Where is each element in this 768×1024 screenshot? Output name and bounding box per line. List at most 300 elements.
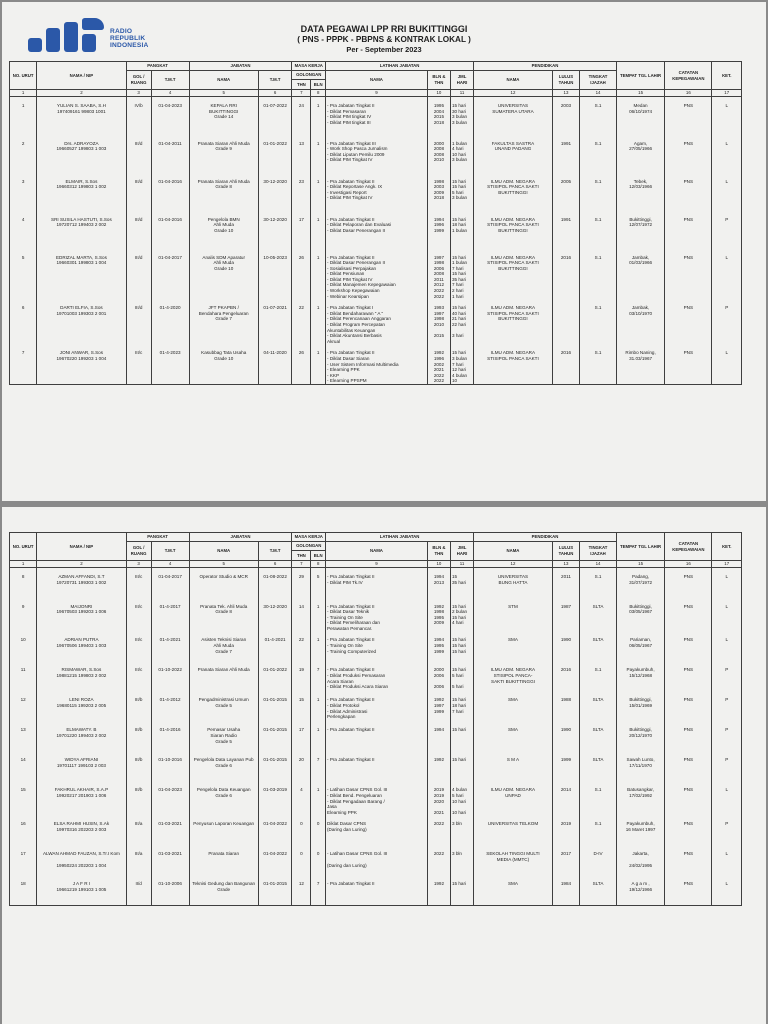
employee-latihan-line: - KKP bbox=[327, 372, 340, 378]
header-nama-nip: NAMA / NIP bbox=[37, 533, 126, 561]
employee-masa-thn: 0 bbox=[292, 845, 311, 875]
employee-jabatan-line: Ahli Muda bbox=[213, 643, 234, 649]
employee-pendidikan bbox=[474, 568, 553, 598]
employee-latihan-hari-line: 1 hari bbox=[451, 293, 464, 299]
employee-latihan-tahun-line: 1999 bbox=[433, 227, 445, 233]
employee-name-nip-line: 19701117 199103 2 003 bbox=[56, 763, 106, 769]
employee-latihan-tahun bbox=[427, 815, 450, 845]
employee-latihan bbox=[326, 135, 428, 173]
employee-latihan-hari bbox=[450, 598, 473, 632]
employee-tempat-tgl-lahir bbox=[616, 751, 664, 781]
employee-tempat-tgl-lahir-line: Batusangkar, bbox=[627, 787, 654, 793]
employee-tempat-tgl-lahir bbox=[616, 135, 664, 173]
employee-no: 9 bbox=[10, 598, 37, 632]
employee-name-nip bbox=[37, 781, 126, 815]
employee-jabatan-line: Grade 14 bbox=[214, 114, 234, 120]
employee-ket: P bbox=[712, 211, 742, 249]
employee-latihan-hari bbox=[450, 249, 473, 300]
employee-masa-bln: 0 bbox=[311, 845, 326, 875]
employee-latihan-tahun-line bbox=[429, 714, 449, 720]
employee-latihan-tahun-line: 1997 bbox=[433, 703, 445, 709]
employee-latihan-tahun-line: 2000 bbox=[433, 140, 445, 146]
employee-name-nip-line: 19701220 199403 2 002 bbox=[56, 733, 107, 739]
employee-no: 16 bbox=[10, 815, 37, 845]
employee-tmt-jabatan: 01-01-2022 bbox=[258, 661, 292, 691]
employee-latihan-hari-line: 35 hari bbox=[451, 276, 467, 282]
header-lulus-tahun: LULUS TAHUN bbox=[552, 542, 579, 561]
employee-tempat-tgl-lahir-line: 27/05/1966 bbox=[629, 146, 653, 152]
column-number: 16 bbox=[665, 561, 712, 568]
employee-latihan-hari bbox=[450, 173, 473, 211]
employee-latihan-tahun-line: 2009 bbox=[433, 189, 445, 195]
employee-latihan-line: - Diklat Reportase Angk. IX bbox=[327, 184, 383, 190]
header-nama-pendidikan: NAMA bbox=[474, 542, 553, 561]
employee-latihan-hari-line: 5 hari bbox=[451, 189, 464, 195]
employee-latihan-hari-line: 35 hari bbox=[451, 579, 467, 585]
header-nama-latihan: NAMA bbox=[326, 542, 428, 561]
employee-latihan-hari-line: 7 hari bbox=[451, 265, 464, 271]
column-number: 9 bbox=[326, 90, 428, 97]
employee-no: 10 bbox=[10, 631, 37, 661]
employee-name-nip bbox=[37, 211, 126, 249]
employee-name-nip bbox=[37, 598, 126, 632]
employee-tempat-tgl-lahir-line: Bukittinggi, bbox=[629, 216, 652, 222]
employee-pendidikan-line: ILMU ADM. NEGARA bbox=[490, 305, 536, 311]
employee-jabatan-line: Pengadministrasi Umum bbox=[198, 697, 249, 703]
employee-lulus-tahun: 2016 bbox=[552, 344, 579, 384]
employee-tmt-pangkat: 01-04-2023 bbox=[151, 97, 189, 135]
employee-lulus-tahun: 1988 bbox=[552, 691, 579, 721]
document-page-2 bbox=[2, 507, 766, 1024]
header-gol-ruang: GOL / RUANG bbox=[126, 71, 151, 90]
employee-pendidikan bbox=[474, 249, 553, 300]
employee-tempat-tgl-lahir bbox=[616, 815, 664, 845]
employee-masa-bln: 1 bbox=[311, 135, 326, 173]
employee-lulus-tahun: 2014 bbox=[552, 781, 579, 815]
column-number: 8 bbox=[311, 90, 326, 97]
employee-tempat-tgl-lahir-line: 03/05/1967 bbox=[629, 609, 653, 615]
employee-pendidikan bbox=[474, 211, 553, 249]
employee-tempat-tgl-lahir bbox=[616, 631, 664, 661]
column-number: 15 bbox=[616, 90, 664, 97]
employee-name-nip-line: SRI SUSILA HASTUTI, S.Sos bbox=[51, 216, 112, 222]
employee-latihan-tahun-line: 2002 bbox=[433, 361, 445, 367]
employee-catatan: PNS bbox=[665, 781, 712, 815]
employee-latihan-tahun bbox=[427, 598, 450, 632]
employee-name-nip-line: EDRIZAL MARTA, S.Sos bbox=[55, 254, 107, 260]
employee-latihan-line: - Training On Site bbox=[327, 614, 363, 620]
employee-latihan-hari bbox=[450, 97, 473, 135]
employee-latihan-tahun-line: 2021 bbox=[433, 367, 445, 373]
employee-jabatan-line: Pranata Siaran Ahli Muda bbox=[197, 178, 250, 184]
employee-tempat-tgl-lahir bbox=[616, 598, 664, 632]
header-latihan-jabatan: LATIHAN JABATAN bbox=[326, 533, 474, 542]
employee-latihan-tahun-line: 2006 bbox=[433, 265, 445, 271]
employee-latihan bbox=[326, 661, 428, 691]
employee-latihan bbox=[326, 691, 428, 721]
employee-latihan-hari-line: 15 hari bbox=[451, 667, 467, 673]
employee-name-nip-line: 19661219 199103 1 005 bbox=[56, 887, 107, 893]
employee-masa-thn: 19 bbox=[292, 661, 311, 691]
header-catatan: CATATAN KEPEGAWAIAN bbox=[665, 62, 712, 90]
employee-gol: III/d bbox=[126, 249, 151, 300]
employee-latihan-hari-line: 15 hari bbox=[451, 254, 467, 260]
employee-ijazah: S.1 bbox=[580, 781, 617, 815]
employee-latihan bbox=[326, 344, 428, 384]
employee-row bbox=[10, 691, 742, 721]
employee-latihan-tahun bbox=[427, 875, 450, 905]
employee-latihan-hari bbox=[450, 721, 473, 751]
header-latihan-jabatan: LATIHAN JABATAN bbox=[326, 62, 474, 71]
employee-ket: L bbox=[712, 781, 742, 815]
document-title bbox=[2, 24, 766, 56]
employee-latihan-line: - Sosialisasi Perpajakan bbox=[327, 265, 377, 271]
header-ket: KET. bbox=[712, 533, 742, 561]
employee-tmt-pangkat: 01-10-2006 bbox=[151, 875, 189, 905]
employee-tempat-tgl-lahir-line: A g a m , bbox=[631, 881, 650, 887]
employee-pendidikan bbox=[474, 691, 553, 721]
employee-tempat-tgl-lahir bbox=[616, 875, 664, 905]
employee-tmt-pangkat: 01-4-2016 bbox=[151, 721, 189, 751]
column-number: 17 bbox=[712, 90, 742, 97]
employee-table-page-2 bbox=[9, 532, 742, 906]
employee-jabatan-line: Siaran Radio bbox=[210, 733, 237, 739]
employee-no: 17 bbox=[10, 845, 37, 875]
employee-catatan: PNS bbox=[665, 249, 712, 300]
employee-masa-thn: 12 bbox=[292, 875, 311, 905]
employee-latihan-line: - Pra Jabatan Tingkat II bbox=[327, 697, 375, 703]
employee-latihan-tahun bbox=[427, 691, 450, 721]
header-bln-thn: BLN & THN bbox=[427, 71, 450, 90]
employee-tmt-jabatan: 30-12-2020 bbox=[258, 211, 292, 249]
employee-latihan-line: - Pra Jabatan Tingkat II bbox=[327, 216, 375, 222]
employee-pendidikan-line: UNIVERSITAS bbox=[497, 103, 529, 108]
employee-ket: L bbox=[712, 173, 742, 211]
employee-ket: L bbox=[712, 568, 742, 598]
column-number: 10 bbox=[427, 90, 450, 97]
employee-latihan-hari-line: 4 hari bbox=[451, 620, 464, 626]
employee-latihan-tahun bbox=[427, 631, 450, 661]
employee-name-nip-line: 19660301 199803 1 004 bbox=[56, 260, 107, 266]
employee-ket: L bbox=[712, 344, 742, 384]
column-number: 7 bbox=[292, 90, 311, 97]
employee-tmt-pangkat: 01-4-2023 bbox=[151, 344, 189, 384]
employee-ijazah: S.1 bbox=[580, 344, 617, 384]
employee-name-nip bbox=[37, 299, 126, 344]
column-number: 1 bbox=[10, 561, 37, 568]
employee-tmt-pangkat: 01-4-2021 bbox=[151, 631, 189, 661]
employee-latihan-tahun-line: 1995 bbox=[433, 614, 445, 620]
employee-pendidikan-line: SUMATERA UTARA bbox=[492, 108, 534, 114]
employee-latihan-line: - Diklat Akuntansi Berbasis bbox=[327, 333, 382, 339]
employee-masa-thn: 26 bbox=[292, 344, 311, 384]
employee-no: 8 bbox=[10, 568, 37, 598]
employee-masa-thn: 29 bbox=[292, 568, 311, 598]
employee-tmt-jabatan: 01-01-2015 bbox=[258, 751, 292, 781]
employee-name-nip-line: DARTI ELFIA, S.Sos bbox=[60, 305, 103, 311]
employee-latihan-hari-line: 15 bbox=[451, 574, 458, 579]
employee-tmt-jabatan: 01-08-2022 bbox=[258, 568, 292, 598]
employee-tmt-jabatan: 01-04-2022 bbox=[258, 815, 292, 845]
employee-latihan-tahun-line: 2012 bbox=[433, 282, 445, 288]
employee-ijazah: S.1 bbox=[580, 299, 617, 344]
header-thn: THN bbox=[292, 80, 311, 90]
employee-latihan-tahun-line: 1996 bbox=[433, 222, 445, 228]
employee-jabatan bbox=[189, 721, 258, 751]
employee-tmt-pangkat: 01-4-2020 bbox=[151, 299, 189, 344]
employee-name-nip-line: 19881215 199803 2 002 bbox=[56, 673, 107, 679]
employee-name-nip bbox=[37, 845, 126, 875]
employee-latihan-line: - Training Computerized bbox=[327, 648, 377, 654]
employee-name-nip bbox=[37, 568, 126, 598]
employee-latihan-tahun-line: 1998 bbox=[433, 316, 445, 322]
employee-masa-bln: 7 bbox=[311, 751, 326, 781]
employee-catatan: PNS bbox=[665, 299, 712, 344]
employee-name-nip-line: 19680115 199203 2 005 bbox=[56, 703, 107, 709]
employee-masa-bln: 1 bbox=[311, 97, 326, 135]
employee-masa-thn: 4 bbox=[292, 781, 311, 815]
employee-latihan-tahun-line: 2022 bbox=[433, 372, 445, 378]
employee-latihan-tahun-line: 2013 bbox=[433, 579, 445, 585]
employee-name-nip-line: AZMAN AFFANDI, S.T bbox=[58, 574, 105, 579]
employee-latihan-line: - Diklat Bendaharawan " A " bbox=[327, 310, 384, 316]
employee-latihan-hari-line: 3 hari bbox=[451, 333, 464, 339]
employee-jabatan-line: Penyusun Laporan Keuangan bbox=[193, 821, 255, 827]
employee-latihan-tahun-line: 2015 bbox=[433, 114, 445, 120]
employee-jabatan-line: Grade bbox=[217, 887, 231, 893]
employee-jabatan bbox=[189, 211, 258, 249]
employee-tempat-tgl-lahir bbox=[616, 211, 664, 249]
employee-latihan-line: Akrual bbox=[327, 338, 341, 344]
employee-ijazah: S.1 bbox=[580, 135, 617, 173]
employee-pendidikan bbox=[474, 781, 553, 815]
employee-tempat-tgl-lahir-line: Agam, bbox=[633, 140, 648, 146]
employee-latihan-tahun-line: 2011 bbox=[433, 276, 444, 282]
employee-latihan-hari-line: 3 bulan bbox=[451, 195, 468, 201]
employee-tmt-jabatan: 01-03-2019 bbox=[258, 781, 292, 815]
employee-tmt-jabatan: 01-4-2021 bbox=[258, 631, 292, 661]
employee-latihan-line: - Pra Jabatan Tingkat II bbox=[327, 881, 375, 887]
employee-jabatan-line: Analis SDM Aparatur bbox=[202, 254, 246, 260]
header-ket: KET. bbox=[712, 62, 742, 90]
employee-latihan-hari-line: 5 hari bbox=[451, 684, 464, 690]
employee-gol: III/d bbox=[126, 299, 151, 344]
employee-latihan-line: - Diklat PIM Tingkat IV bbox=[327, 157, 373, 163]
employee-pendidikan-line: ILMU ADM. NEGARA bbox=[490, 787, 536, 793]
employee-pendidikan-line: FAKULTAS SASTRA bbox=[491, 140, 535, 146]
column-number: 5 bbox=[189, 561, 258, 568]
employee-ket: L bbox=[712, 249, 742, 300]
employee-pendidikan-line: STISIPOL PANCA SAKTI bbox=[487, 184, 539, 190]
header-masa-kerja: MASA KERJA bbox=[292, 62, 326, 71]
employee-latihan bbox=[326, 211, 428, 249]
employee-latihan-line: - Diklat PIM Tingkat IV bbox=[327, 195, 373, 201]
employee-pendidikan-line: ILMU ADM. NEGARA bbox=[490, 667, 536, 673]
employee-jabatan-line: Grade 9 bbox=[215, 146, 232, 152]
employee-jabatan-line: Ahli Muda bbox=[213, 260, 234, 266]
employee-pendidikan bbox=[474, 875, 553, 905]
employee-latihan-hari-line: 18 hari bbox=[451, 222, 467, 228]
employee-latihan-hari-line: 22 hari bbox=[451, 322, 467, 328]
employee-tempat-tgl-lahir-line: Bukittinggi, bbox=[629, 727, 652, 733]
employee-latihan-tahun bbox=[427, 211, 450, 249]
employee-name-nip-line: ELMAWATY. B bbox=[66, 727, 97, 733]
employee-tmt-jabatan: 30-12-2020 bbox=[258, 173, 292, 211]
employee-pendidikan-line: MEDIA (MMTC) bbox=[496, 857, 530, 863]
employee-name-nip-line: 19660527 199803 1 003 bbox=[56, 146, 107, 152]
employee-no: 11 bbox=[10, 661, 37, 691]
employee-catatan: PNS bbox=[665, 211, 712, 249]
employee-latihan-tahun-line: 2010 bbox=[433, 157, 445, 163]
employee-latihan-line: - Diklat PIM Tingkat IV bbox=[327, 276, 373, 282]
employee-row bbox=[10, 97, 742, 135]
employee-name-nip-line: 19950224 202203 1 004 bbox=[56, 862, 107, 868]
employee-latihan-tahun-line: 2022 bbox=[433, 293, 445, 299]
employee-latihan-hari bbox=[450, 781, 473, 815]
employee-lulus-tahun: 1991 bbox=[552, 211, 579, 249]
employee-latihan-line: (Daring dan Luring) bbox=[327, 827, 367, 833]
title-line-3: Per - September 2023 bbox=[346, 45, 422, 54]
employee-latihan-line: - Diklat Bend. Pengeluaran bbox=[327, 793, 382, 799]
employee-gol: III/a bbox=[126, 845, 151, 875]
employee-latihan-hari-line: 4 bulan bbox=[451, 787, 468, 793]
employee-pendidikan-line: UNIVERSITAS TELKOM bbox=[487, 821, 539, 827]
employee-tempat-tgl-lahir bbox=[616, 568, 664, 598]
employee-tmt-pangkat: 01-03-2021 bbox=[151, 815, 189, 845]
employee-no: 7 bbox=[10, 344, 37, 384]
employee-tempat-tgl-lahir bbox=[616, 344, 664, 384]
employee-latihan-line: - Diklat PIM tingkat III bbox=[327, 119, 371, 125]
employee-masa-thn: 15 bbox=[292, 691, 311, 721]
employee-no: 3 bbox=[10, 173, 37, 211]
employee-tmt-pangkat: 01-04-2011 bbox=[151, 135, 189, 173]
employee-catatan: PNS bbox=[665, 173, 712, 211]
header-tmt-jabatan: T.M.T bbox=[258, 542, 292, 561]
employee-masa-bln: 1 bbox=[311, 249, 326, 300]
employee-latihan-line: - Pra Jabatan Tingkat III bbox=[327, 140, 376, 146]
employee-latihan-tahun-line: 2006 bbox=[433, 684, 445, 690]
employee-latihan bbox=[326, 631, 428, 661]
employee-latihan-hari-line: 10 bbox=[451, 378, 458, 384]
employee-tempat-tgl-lahir-line: 03/10/1970 bbox=[629, 310, 653, 316]
employee-latihan-tahun-line: 1992 bbox=[433, 603, 445, 609]
employee-latihan bbox=[326, 845, 428, 875]
employee-catatan: PNS bbox=[665, 721, 712, 751]
employee-jabatan-line: KEPALA RRI bbox=[210, 103, 237, 108]
employee-latihan-hari-line: 15 hari bbox=[451, 637, 467, 643]
employee-pendidikan bbox=[474, 344, 553, 384]
employee-jabatan bbox=[189, 598, 258, 632]
employee-ijazah: D-IV bbox=[580, 845, 617, 875]
employee-latihan-hari bbox=[450, 299, 473, 344]
employee-latihan-hari-line: 15 hari bbox=[451, 216, 467, 222]
employee-jabatan bbox=[189, 173, 258, 211]
employee-latihan-hari-line: 15 hari bbox=[451, 643, 467, 649]
employee-latihan-line: - Webinar Kearsipan bbox=[327, 293, 369, 299]
employee-lulus-tahun: 2019 bbox=[552, 815, 579, 845]
employee-pendidikan bbox=[474, 135, 553, 173]
header-tmt-pangkat: T.M.T bbox=[151, 71, 189, 90]
employee-name-nip bbox=[37, 751, 126, 781]
employee-gol: III/c bbox=[126, 598, 151, 632]
employee-tmt-jabatan: 10-05-2023 bbox=[258, 249, 292, 300]
employee-latihan-line: - Diklat Manajemen Kepegawaian bbox=[327, 282, 396, 288]
employee-latihan bbox=[326, 598, 428, 632]
employee-ijazah: S.1 bbox=[580, 815, 617, 845]
employee-latihan-tahun bbox=[427, 781, 450, 815]
employee-latihan bbox=[326, 781, 428, 815]
employee-catatan: PNS bbox=[665, 568, 712, 598]
employee-pendidikan-line: STISIPOL PANCA SAKTI bbox=[487, 222, 539, 228]
employee-ijazah: S.1 bbox=[580, 568, 617, 598]
employee-name-nip-line: 19720712 199403 2 002 bbox=[56, 222, 107, 228]
header-golongan: GOLONGAN bbox=[292, 71, 326, 80]
column-number: 11 bbox=[450, 90, 473, 97]
employee-ijazah: S.1 bbox=[580, 211, 617, 249]
employee-ijazah: S.1 bbox=[580, 173, 617, 211]
employee-jabatan bbox=[189, 568, 258, 598]
employee-masa-thn: 22 bbox=[292, 299, 311, 344]
employee-latihan-line: - Diklat Dasar Teknik bbox=[327, 609, 370, 615]
employee-tempat-tgl-lahir-line: Payakumbuh, bbox=[626, 821, 655, 827]
employee-latihan-hari-line: 3 bulan bbox=[451, 119, 468, 125]
employee-row bbox=[10, 173, 742, 211]
employee-latihan-tahun bbox=[427, 661, 450, 691]
header-no: NO. URUT bbox=[10, 533, 37, 561]
employee-pendidikan bbox=[474, 721, 553, 751]
employee-lulus-tahun: 2011 bbox=[552, 568, 579, 598]
employee-ket: L bbox=[712, 598, 742, 632]
employee-tempat-tgl-lahir-line: 24/02/1995 bbox=[629, 862, 653, 868]
employee-jabatan-line: Pranata Siaran Ahli Muda bbox=[197, 140, 250, 146]
employee-tempat-tgl-lahir bbox=[616, 299, 664, 344]
employee-no: 18 bbox=[10, 875, 37, 905]
employee-latihan-hari-line: 15 hari bbox=[451, 184, 467, 190]
employee-latihan-hari bbox=[450, 751, 473, 781]
employee-latihan-line: - Pra Jabatan Tingkat II bbox=[327, 254, 375, 260]
employee-latihan-line: - Investigasi Report bbox=[327, 189, 367, 195]
employee-latihan-hari bbox=[450, 691, 473, 721]
employee-lulus-tahun: 2016 bbox=[552, 661, 579, 691]
employee-latihan-hari-line: 30 hari bbox=[451, 108, 467, 114]
employee-gol: III/c bbox=[126, 344, 151, 384]
employee-tempat-tgl-lahir bbox=[616, 691, 664, 721]
employee-latihan-line: - Diklat Pemasaran bbox=[327, 108, 367, 114]
header-pendidikan: PENDIDIKAN bbox=[474, 533, 617, 542]
header-nama-pendidikan: NAMA bbox=[474, 71, 553, 90]
column-number: 14 bbox=[580, 561, 617, 568]
employee-latihan-hari-line: 15 hari bbox=[451, 757, 467, 763]
employee-masa-bln: 7 bbox=[311, 661, 326, 691]
employee-row bbox=[10, 781, 742, 815]
header-tingkat-ijazah: TINGKAT IJAZAH bbox=[580, 542, 617, 561]
employee-tmt-jabatan: 01-01-2015 bbox=[258, 875, 292, 905]
employee-latihan-hari-line: 40 hari bbox=[451, 310, 467, 316]
employee-ket: L bbox=[712, 97, 742, 135]
employee-jabatan-line: Pengelola Data Keuangan bbox=[196, 787, 251, 793]
employee-latihan-line: - Pra Jabatan Tingkat II bbox=[327, 178, 375, 184]
employee-latihan-tahun-line: 2010 bbox=[433, 322, 445, 328]
employee-name-nip-line: 197409161 99803 1001 bbox=[57, 108, 106, 114]
employee-latihan-hari-line: 7 hari bbox=[451, 361, 464, 367]
employee-jabatan bbox=[189, 691, 258, 721]
employee-masa-thn: 17 bbox=[292, 211, 311, 249]
employee-ijazah: S.1 bbox=[580, 661, 617, 691]
employee-name-nip-line: YULIAN S. SAABA, S.H bbox=[56, 103, 106, 108]
employee-jabatan-line: Pengelola BMN bbox=[207, 216, 240, 222]
employee-tmt-pangkat: 01-4-2017 bbox=[151, 598, 189, 632]
employee-tempat-tgl-lahir-line: 01/03/1966 bbox=[629, 260, 653, 266]
